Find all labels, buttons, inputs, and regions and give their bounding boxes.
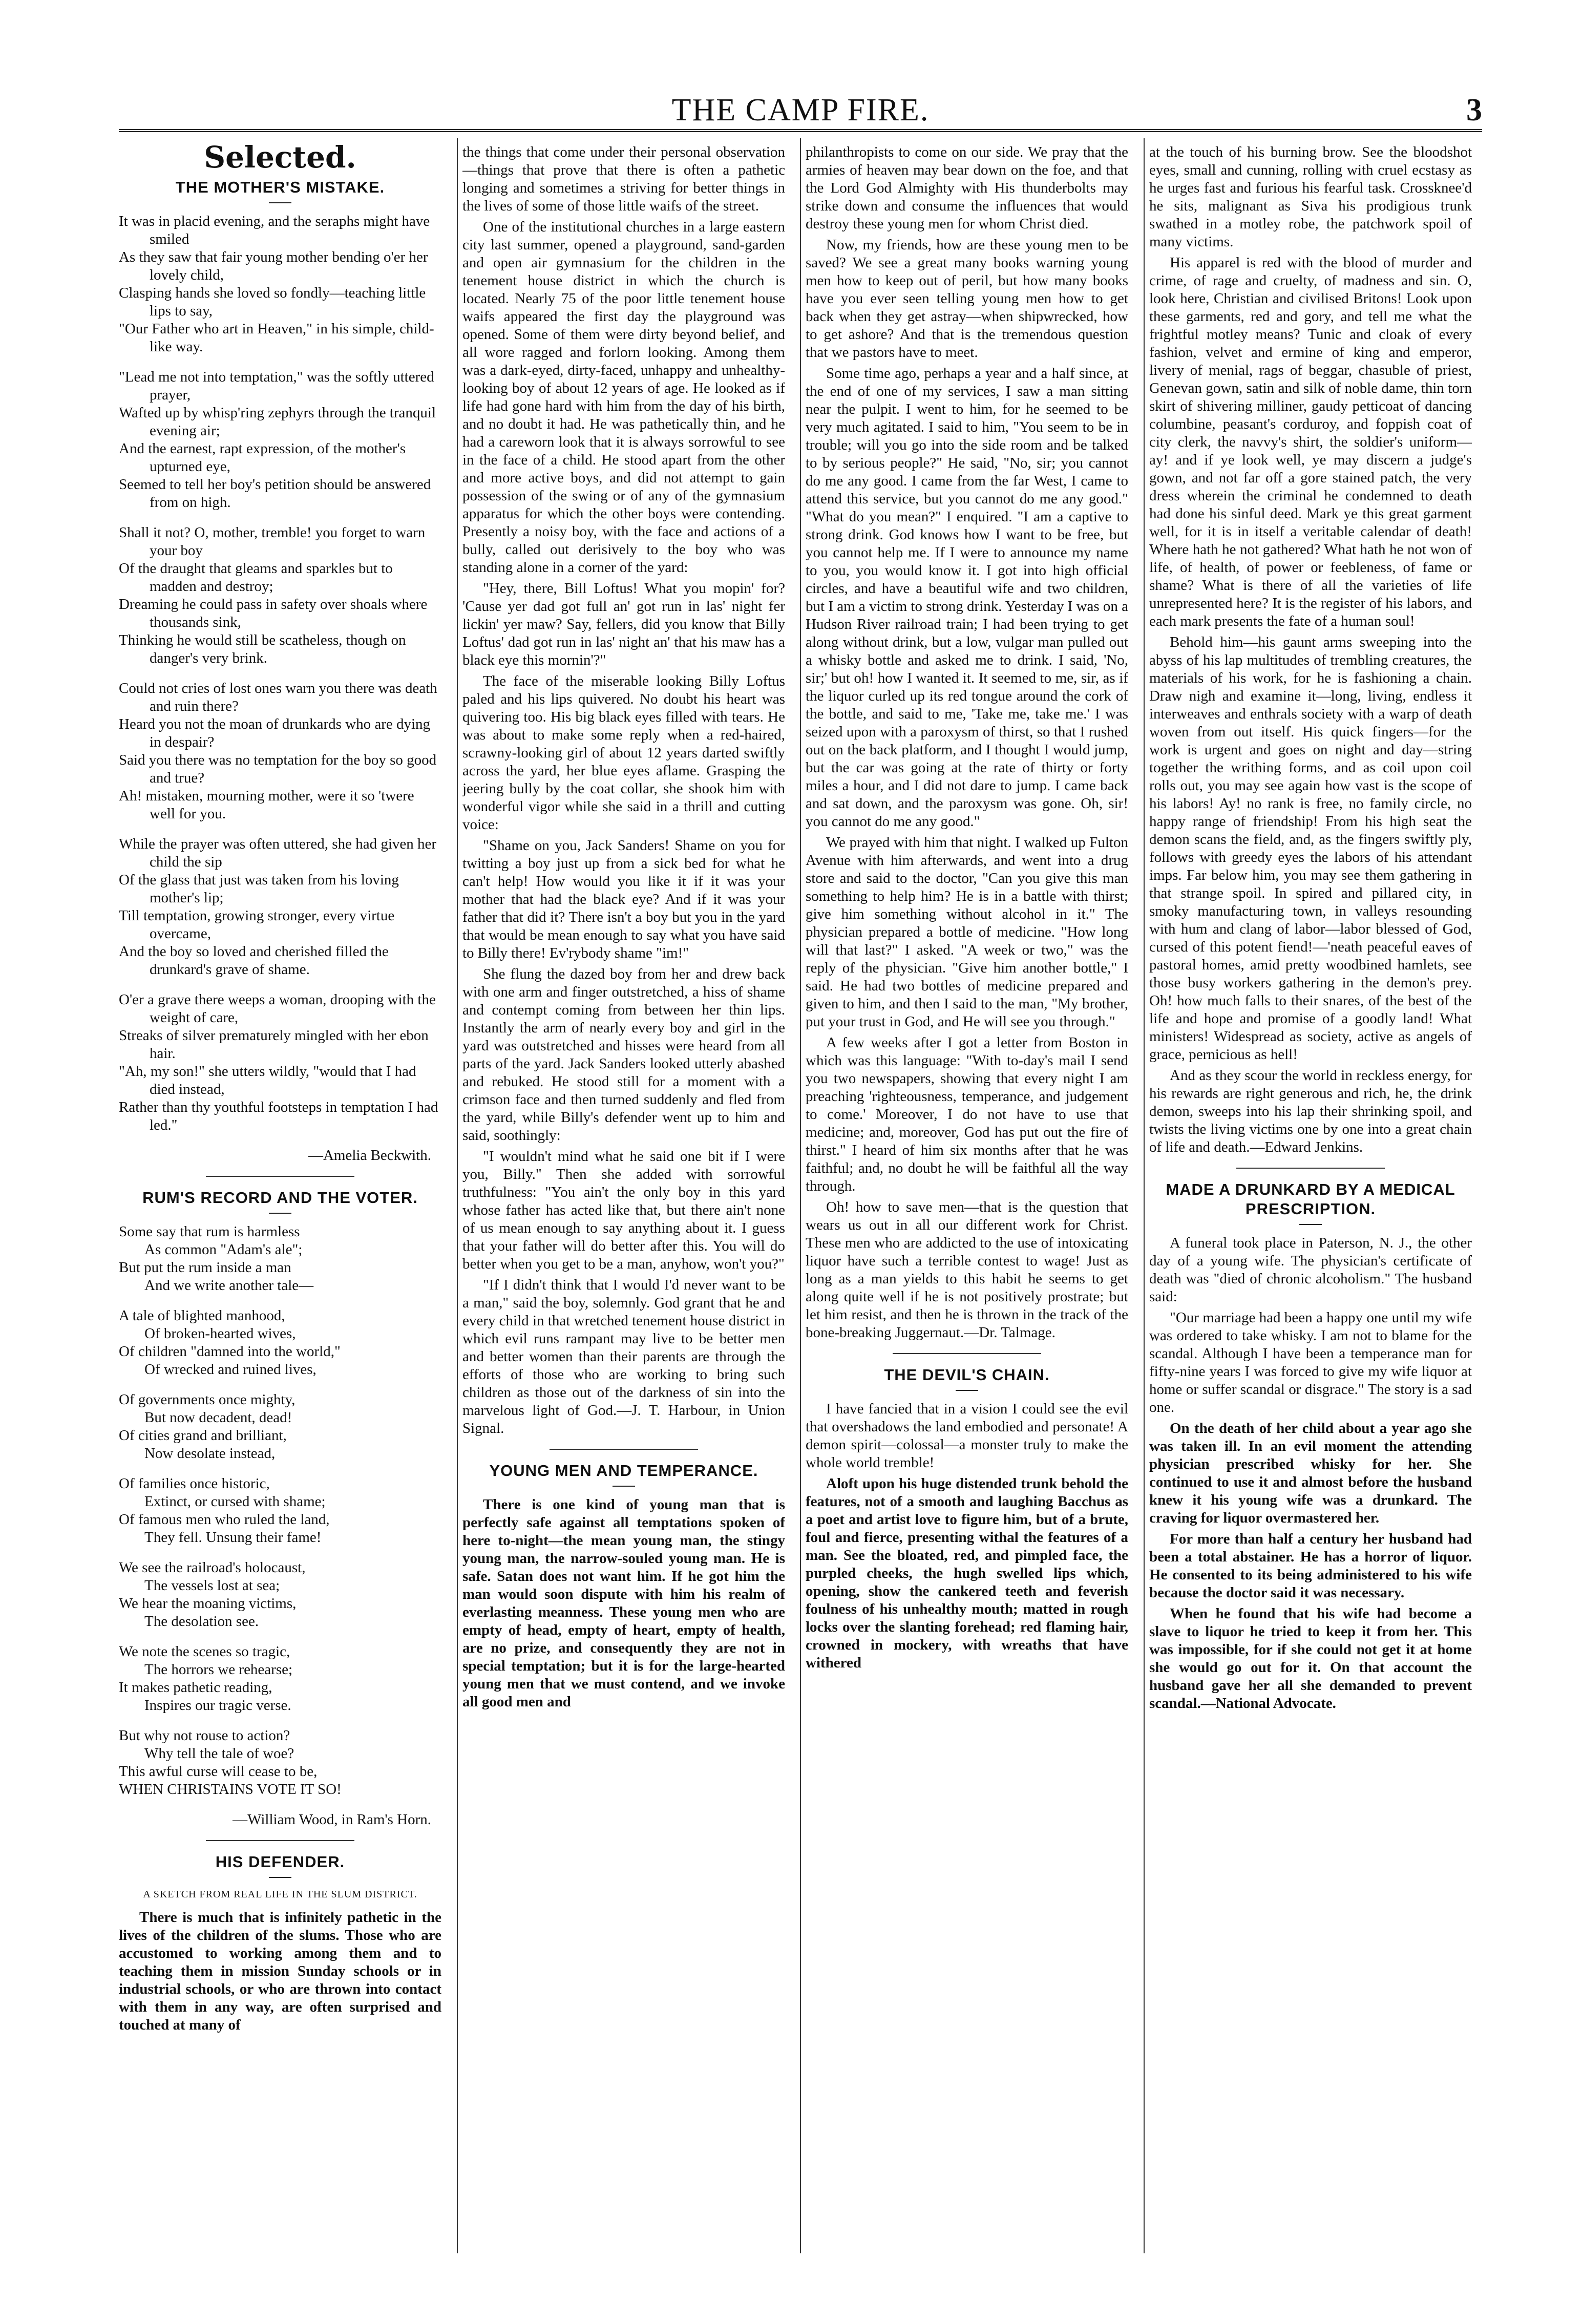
poem-line: "Our Father who art in Heaven," in his simple, child-like way. bbox=[119, 321, 434, 355]
poem-line: Wafted up by whisp'ring zephyrs through the tranquil evening air; bbox=[119, 405, 436, 439]
section-rule bbox=[1236, 1168, 1385, 1169]
poem-line: The horrors we rehearse; bbox=[144, 1661, 293, 1678]
poem-line: Clasping hands she loved so fondly—teaching little lips to say, bbox=[119, 285, 426, 319]
author-signature: —William Wood, in Ram's Horn. bbox=[233, 1811, 431, 1828]
poem-line: It makes pathetic reading, bbox=[119, 1679, 272, 1696]
poem-line: WHEN CHRISTAINS VOTE IT SO! bbox=[119, 1781, 342, 1798]
article-title-mothers-mistake: THE MOTHER'S MISTAKE. bbox=[175, 178, 385, 196]
poem-line: Shall it not? O, mother, tremble! you forget to warn your boy bbox=[119, 524, 426, 559]
column-4 bbox=[1149, 143, 1472, 2253]
poem-line: And the boy so loved and cherished filled the drunkard's grave of shame. bbox=[119, 943, 389, 978]
article-paragraph: "Shame on you, Jack Sanders! Shame on you for twitting a boy just up from a sick bed for what he can't help! How would you like it if it was your mother that had the black eye? And if it was your father that did it? There isn't a boy but you in the yard that would be mean enough to say what you have said to Billy there! Ev'rybody shame "im!" bbox=[462, 837, 785, 961]
poem-line: And we write another tale— bbox=[144, 1277, 314, 1294]
title-dash bbox=[1299, 1224, 1322, 1225]
article-title-rums-record: RUM'S RECORD AND THE VOTER. bbox=[142, 1189, 418, 1207]
stanza bbox=[119, 835, 441, 979]
stanza bbox=[119, 213, 441, 356]
poem-rums-record bbox=[119, 1223, 441, 1799]
stanza bbox=[119, 680, 441, 823]
poem-line: We hear the moaning victims, bbox=[119, 1595, 297, 1612]
article-paragraph: We prayed with him that night. I walked up Fulton Avenue with him afterwards, and went into a drug store and said to the doctor, "Can you give this man something to help him? He is in a battle with thirst; give him something without alcohol in it." The physician prepared a bottle of medicine. "How long will that last?" I asked. "A week or two," was the reply of the physician. "Give him another bottle," I said. He had two bottles of medicine prepared and given to him, and then I said to the man, "My brother, put your trust in God, and He will see you through." bbox=[806, 834, 1128, 1030]
article-paragraph: She flung the dazed boy from her and drew back with one arm and finger outstretched, a hiss of shame and contempt coming from between her thin lips. Instantly the arm of nearly every boy and girl in the yard was outstretched and hisses were heard from all parts of the yard. Jack Sanders looked utterly abashed and rebuked. He stood still for a moment with a crimson face and then turned suddenly and fled from the yard, while Billy's defender went up to him and said, soothingly: bbox=[462, 966, 785, 1144]
poem-line: Inspires our tragic verse. bbox=[144, 1697, 291, 1714]
stanza bbox=[119, 1727, 441, 1799]
article-paragraph: There is much that is infinitely pathetic in the lives of the children of the slums. Those who are accustomed to working among them and to teaching them in mission Sunday schools or in industrial schools, or who are thrown into contact with them in any way, are often surprised and touched at many of bbox=[119, 1909, 441, 2033]
author-signature: —Amelia Beckwith. bbox=[308, 1147, 431, 1164]
poem-line: Seemed to tell her boy's petition should be answered from on high. bbox=[119, 476, 431, 511]
stanza bbox=[119, 1643, 441, 1715]
poem-line: Of broken-hearted wives, bbox=[144, 1325, 296, 1342]
poem-line: But now decadent, dead! bbox=[144, 1409, 292, 1426]
poem-line: Of children "damned into the world," bbox=[119, 1343, 341, 1360]
section-rule bbox=[550, 1449, 698, 1450]
article-paragraph: For more than half a century her husband had been a total abstainer. He has a horror of liquor. He consented to its being administered to his wife because the doctor said it was necessary. bbox=[1149, 1531, 1472, 1601]
article-paragraph: the things that come under their personal observation—things that prove that there is often a pathetic longing and sometimes a striving for better things in the lives of some of those little waifs of the street. bbox=[462, 144, 785, 214]
poem-line: This awful curse will cease to be, bbox=[119, 1763, 318, 1780]
column-divider bbox=[1144, 138, 1145, 2253]
article-paragraph: I have fancied that in a vision I could see the evil that overshadows the land embodied and personate! A demon spirit—colossal—a monster truly to make the whole world tremble! bbox=[806, 1401, 1128, 1471]
stanza bbox=[119, 1475, 441, 1547]
header-rule bbox=[119, 129, 1482, 132]
title-dash bbox=[269, 202, 291, 203]
stanza bbox=[119, 524, 441, 667]
poem-line: They fell. Unsung their fame! bbox=[144, 1529, 322, 1546]
page-number: 3 bbox=[1466, 93, 1482, 128]
poem-line: We note the scenes so tragic, bbox=[119, 1643, 290, 1660]
article-paragraph: On the death of her child about a year ago she was taken ill. In an evil moment the attending physician prescribed whisky for her. She continued to use it and almost before the husband knew it his young wife was a drunkard. The craving for liquor overmastered her. bbox=[1149, 1420, 1472, 1526]
article-paragraph: Oh! how to save men—that is the question that wears us out in all our different work for Christ. These men who are addicted to the use of intoxicating liquor have such a terrible contest to wage! Just as long as a man yields to this habit he seems to get along quite well if he is not positively prostrate; but let him resist, and then he is thrown in the track of the bone-breaking Juggernaut.—Dr. Talmage. bbox=[806, 1199, 1128, 1341]
selected-heading: Selected. bbox=[204, 143, 356, 175]
poem-line: But put the rum inside a man bbox=[119, 1259, 291, 1276]
poem-line: We see the railroad's holocaust, bbox=[119, 1559, 306, 1576]
poem-line: "Lead me not into temptation," was the softly uttered prayer, bbox=[119, 369, 434, 403]
title-dash bbox=[956, 1390, 978, 1391]
stanza bbox=[119, 1223, 441, 1295]
article-paragraph: "If I didn't think that I would I'd never want to be a man," said the boy, solemnly. God grant that he and every child in that wretched tenement house district in which evil runs rampant may live to be better men and better women than their parents are through the efforts of those who are working to bring such children as those out of the darkness of sin into the marvelous light of God.—J. T. Harbour, in Union Signal. bbox=[462, 1277, 785, 1436]
article-paragraph: Now, my friends, how are these young men to be saved? We see a great many books warning young men how to keep out of peril, but how many books have you ever seen telling young men how to get back when they get astray—when shipwrecked, how to get ashore? And that is the tremendous question that we pastors have to meet. bbox=[806, 237, 1128, 361]
column-2 bbox=[462, 143, 785, 2253]
poem-line: Why tell the tale of woe? bbox=[144, 1745, 294, 1762]
column-divider bbox=[800, 138, 801, 2253]
article-paragraph: And as they scour the world in reckless energy, for his rewards are right generous and rich, he, the drink demon, sweeps into his lap their shrinking spoil, and twists the living victims one by one into a great chain of life and death.—Edward Jenkins. bbox=[1149, 1067, 1472, 1155]
stanza bbox=[119, 368, 441, 512]
column-1 bbox=[119, 143, 441, 2253]
poem-line: Thinking he would still be scatheless, though on danger's very brink. bbox=[119, 632, 406, 666]
poem-line: It was in placid evening, and the seraphs might have smiled bbox=[119, 213, 430, 247]
poem-line: Till temptation, growing stronger, every virtue overcame, bbox=[119, 907, 395, 942]
title-dash bbox=[269, 1213, 291, 1214]
poem-line: But why not rouse to action? bbox=[119, 1727, 290, 1744]
poem-line: And the earnest, rapt expression, of the mother's upturned eye, bbox=[119, 440, 406, 475]
article-paragraph: There is one kind of young man that is perfectly safe against all temptations spoken of here to-night—the mean young man, the stingy young man, the narrow-souled young man. He is safe. Satan does not want him. If he got him the man would soon dispute with him his realm of everlasting meanness. These young men who are empty of head, empty of heart, empty of health, are no prize, and consequently they are not in special temptation; but it is for the large-hearted young men that we must contend, and we invoke all good men and bbox=[462, 1496, 785, 1710]
poem-line: Of the draught that gleams and sparkles but to madden and destroy; bbox=[119, 560, 393, 595]
poem-line: As they saw that fair young mother bending o'er her lovely child, bbox=[119, 249, 428, 283]
article-title-devils-chain: THE DEVIL'S CHAIN. bbox=[884, 1366, 1050, 1384]
poem-line: A tale of blighted manhood, bbox=[119, 1307, 285, 1324]
newspaper-title: THE CAMP FIRE. bbox=[671, 93, 930, 128]
poem-line: Of the glass that just was taken from his loving mother's lip; bbox=[119, 872, 399, 906]
poem-line: Of families once historic, bbox=[119, 1475, 270, 1492]
section-rule bbox=[206, 1840, 354, 1841]
article-paragraph: at the touch of his burning brow. See the bloodshot eyes, small and cunning, rolling with cruel ecstasy as he urges fast and furious his fearful task. Crossknee'd he sits, malignant as Siva his prodigious trunk swathed in a motley robe, the patchwork spoil of many victims. bbox=[1149, 144, 1472, 250]
article-title-drunkard: MADE A DRUNKARD BY A MEDICAL PRESCRIPTION. bbox=[1166, 1180, 1455, 1218]
poem-line: Said you there was no temptation for the boy so good and true? bbox=[119, 752, 437, 786]
page-header bbox=[119, 77, 1482, 133]
poem-line: Rather than thy youthful footsteps in temptation I had led." bbox=[119, 1099, 438, 1133]
poem-line: Streaks of silver prematurely mingled with her ebon hair. bbox=[119, 1027, 429, 1062]
article-paragraph: Behold him—his gaunt arms sweeping into the abyss of his lap multitudes of trembling creatures, the materials of his work, for he is fashioning a chain. Draw nigh and examine it—long, living, endless it interweaves and enthrals society with a warp of death woven from out itself. His quick fingers—for the work is urgent and goes on night and day—string together the writhing forms, and as coil upon coil rolls out, you may see again how vast is the scope of his labors! Ay! no rank is free, no family circle, no happy range of friendship! From his high seat the demon scans the field, and, as the fingers swiftly ply, follows with greedy eyes the labors of his attendant imps. Far below him, you may see them gathering in that strange spoil. In spired and pillared city, in smoky manufacturing town, in valleys resounding with hum and clang of labor—labor blessed of God, cursed of this potent fiend!—'neath peaceful eaves of pastoral homes, amid pretty woodbined hamlets, see those busy workers gathering in the demon's prey. Oh! how much falls to their snares, of the best of the life and hope and promise of a goodly land! What ministers! Widespread as society, active as angels of grace, pernicious as hell! bbox=[1149, 634, 1472, 1063]
poem-line: Could not cries of lost ones warn you there was death and ruin there? bbox=[119, 680, 437, 714]
article-title-young-men: YOUNG MEN AND TEMPERANCE. bbox=[489, 1462, 758, 1480]
poem-line: Of governments once mighty, bbox=[119, 1391, 296, 1408]
stanza bbox=[119, 991, 441, 1134]
poem-mothers-mistake bbox=[119, 213, 441, 1134]
poem-line: The vessels lost at sea; bbox=[144, 1577, 280, 1594]
column-3 bbox=[806, 143, 1128, 2253]
poem-line: Now desolate instead, bbox=[144, 1445, 276, 1462]
poem-line: O'er a grave there weeps a woman, drooping with the weight of care, bbox=[119, 991, 436, 1026]
title-dash bbox=[613, 1486, 635, 1487]
article-paragraph: Aloft upon his huge distended trunk behold the features, not of a smooth and laughing Bacchus as a poet and artist love to figure him, but of a brute, foul and fierce, presenting withal the features of a man. See the bloated, red, and pimpled face, the purpled cheeks, the hugh swelled lips which, opening, show the cankered teeth and feverish foulness of his unhealthy mouth; matted in rough locks over the slanting forehead; red flaming hair, crowned in mockery, with wreaths that have withered bbox=[806, 1475, 1128, 1671]
article-paragraph: "Hey, there, Bill Loftus! What you mopin' for? 'Cause yer dad got full an' got run in las' night fer lickin' yer maw? Say, fellers, did you know that Billy Loftus' dad got run in las' night an' that his maw has a black eye this mornin'?" bbox=[462, 580, 785, 668]
article-paragraph: His apparel is red with the blood of murder and crime, of rage and cruelty, of madness and sin. O, look here, Christian and civilised Britons! Look upon these garments, red and gory, and tell me what the frightful motley means? Tunic and cloak of every fashion, velvet and ermine of king and emperor, livery of menial, rags of beggar, chasuble of priest, Genevan gown, satin and silk of noble dame, thin torn skirt of shivering milliner, gaudy petticoat of dancing columbine, peasant's corduroy, and foppish coat of city clerk, the navvy's shirt, the soldier's uniform—ay! and if ye look well, ye may discern a judge's gown, and not far off a gore stained patch, the very dress wherein the criminal he condemned to death had done his sinful deed. Mark ye this great garment well, for it is in itself a veritable calendar of death! Where hath he not gathered? What hath he not won of life, of health, of power or feebleness, of fame or shame? What is there of all the varieties of life unrepresented here? It is the register of his labors, and each mark presents the fate of a human soul! bbox=[1149, 255, 1472, 629]
poem-line: As common "Adam's ale"; bbox=[144, 1241, 303, 1258]
poem-line: While the prayer was often uttered, she had given her child the sip bbox=[119, 836, 437, 870]
poem-line: Of wrecked and ruined lives, bbox=[144, 1361, 316, 1378]
poem-line: Of cities grand and brilliant, bbox=[119, 1427, 287, 1444]
stanza bbox=[119, 1391, 441, 1463]
article-paragraph: Some time ago, perhaps a year and a half since, at the end of one of my services, I saw a man sitting near the pulpit. I went to him, for he seemed to be very much agitated. I said to him, "You seem to be in trouble; will you go into the side room and be talked to by serious people?" He said, "No, sir; you cannot do me any good. I came from the far West, I came to attend this service, but you cannot do me any good." "What do you mean?" I enquired. "I am a captive to strong drink. God knows how I want to be free, but you cannot help me. If I were to announce my name to you, you would know it. I got into high official circles, and have a beautiful wife and two children, but I am a victim to strong drink. Yesterday I was on a Hudson River railroad train; I had been trying to get along without drink, but a low, vulgar man pulled out a whisky bottle and asked me to drink. I said, 'No, sir;' but oh! how I wanted it. It seemed to me, sir, as if the liquor curled up its red tongue around the cork of the bottle, and said to me, 'Take me, take me.' I was seized upon with a paroxysm of thirst, so that I rushed out on the back platform, and I thought I would jump, but the car was going at the rate of thirty or forty miles a hour, and I did not dare to jump. I came back and sat down, and the paroxysm was gone. Oh, sir! you cannot do me any good." bbox=[806, 365, 1128, 830]
article-subtitle: A SKETCH FROM REAL LIFE IN THE SLUM DISTRICT. bbox=[143, 1889, 417, 1900]
section-rule bbox=[893, 1353, 1041, 1354]
section-rule bbox=[206, 1176, 354, 1177]
article-paragraph: "Our marriage had been a happy one until my wife was ordered to take whisky. I am not to blame for the scandal. Although I have been a temperance man for fifty-nine years I was forced to give my wife liquor at home or suffer scandal or disgrace." The story is a sad one. bbox=[1149, 1309, 1472, 1415]
article-paragraph: A funeral took place in Paterson, N. J., the other day of a young wife. The physician's certificate of death was "died of chronic alcoholism." The husband said: bbox=[1149, 1235, 1472, 1305]
stanza bbox=[119, 1307, 441, 1379]
column-divider bbox=[457, 138, 458, 2253]
article-paragraph: The face of the miserable looking Billy Loftus paled and his lips quivered. No doubt his heart was quivering too. His big black eyes filled with tears. He was about to make some reply when a red-haired, scrawny-looking girl of about 12 years darted swiftly across the yard, her blue eyes aflame. Grasping the jeering bully by the coat collar, she shook him with wonderful vigor while she said in a thrill and cutting voice: bbox=[462, 673, 785, 833]
title-dash bbox=[269, 1877, 291, 1878]
poem-line: Ah! mistaken, mourning mother, were it so 'twere well for you. bbox=[119, 788, 414, 822]
article-paragraph: philanthropists to come on our side. We pray that the armies of heaven may bear down on the foe, and that the Lord God Almighty with His thunderbolts may strike down and consume the influences that would destroy these young men for whom Christ died. bbox=[806, 144, 1128, 232]
poem-line: The desolation see. bbox=[144, 1613, 259, 1630]
stanza bbox=[119, 1559, 441, 1631]
article-paragraph: "I wouldn't mind what he said one bit if I were you, Billy." Then she added with sorrowful truthfulness: "You ain't the only boy in this yard whose father has acted like that, but there ain't none of us mean enough to say anything about it. I guess that your father will do better after this. You will do better when you get to be a man, anyhow, won't you?" bbox=[462, 1148, 785, 1272]
poem-line: "Ah, my son!" she utters wildly, "would that I had died instead, bbox=[119, 1063, 416, 1097]
article-paragraph: A few weeks after I got a letter from Boston in which was this language: "With to-day's mail I send you two newspapers, showing that every night I am preaching 'righteousness, temperance, and judgement to come.' Moreover, I do not have to use that medicine; and, moreover, God has put out the fire of thirst." I heard of him six months after that he was faithful; and, no doubt he will be faithful all the way through. bbox=[806, 1034, 1128, 1194]
article-paragraph: When he found that his wife had become a slave to liquor he tried to keep it from her. This was impossible, for if she could not get it at home she would go out for it. On that account the husband gave her all she demanded to prevent scandal.—National Advocate. bbox=[1149, 1605, 1472, 1712]
poem-line: Some say that rum is harmless bbox=[119, 1223, 300, 1240]
poem-line: Dreaming he could pass in safety over shoals where thousands sink, bbox=[119, 596, 428, 630]
poem-line: Of famous men who ruled the land, bbox=[119, 1511, 330, 1528]
article-paragraph: One of the institutional churches in a large eastern city last summer, opened a playground, sand-garden and open air gymnasium for the children in the tenement house district in which the church is located. Nearly 75 of the poor little tenement house waifs appeared the first day the playground was opened. Some of them were dirty beyond belief, and all wore ragged and forlorn looking. Among them was a dark-eyed, dirty-faced, unhappy and unhealthy-looking boy of about 12 years of age. He looked as if life had gone hard with him from the day of his birth, and no doubt it had. He was pathetically thin, and he had a careworn look that it is always sorrowful to see in the face of a child. He stood apart from the other and more active boys, and did not attempt to gain possession of the swing or of any of the gymnasium apparatus for which the other boys were contending. Presently a noisy boy, with the face and actions of a bully, called out derisively to the boy who was standing alone in a corner of the yard: bbox=[462, 219, 785, 576]
article-title-his-defender: HIS DEFENDER. bbox=[215, 1853, 345, 1871]
poem-line: Heard you not the moan of drunkards who are dying in despair? bbox=[119, 716, 431, 750]
poem-line: Extinct, or cursed with shame; bbox=[144, 1493, 326, 1510]
